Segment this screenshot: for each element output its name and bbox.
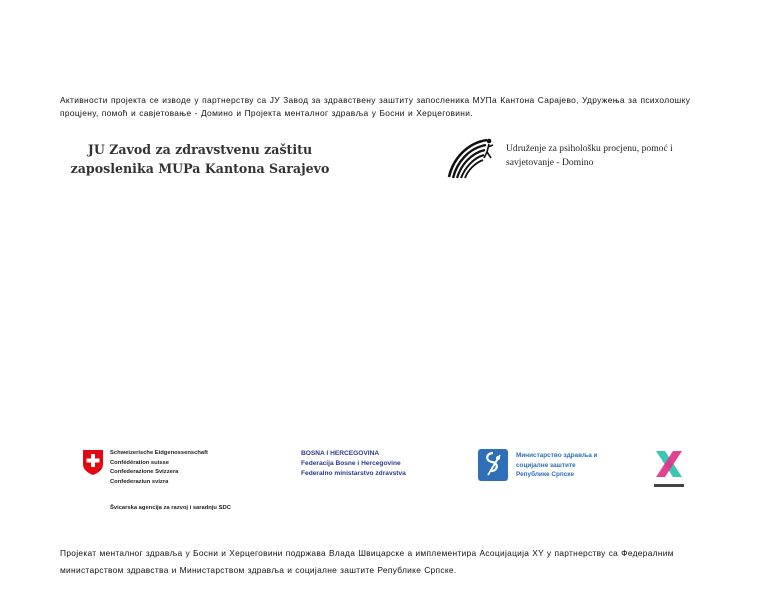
rs-line-1: Министарство здравља и (516, 452, 598, 459)
swiss-line-fr: Confédération suisse (110, 459, 169, 466)
cross-logo-icon (653, 449, 685, 491)
rs-line-2: социјалне заштите (516, 461, 576, 469)
rs-ministry-text (516, 451, 620, 480)
swiss-line-rm: Confederaziun svizra (110, 478, 169, 485)
domino-swoosh-logo (447, 137, 497, 179)
sdc-agency-text: Švicarska agencija za razvoj i saradnju SDC (110, 505, 231, 511)
rs-line-3: Републике Српске (516, 471, 575, 479)
partner-zavod-line1: JU Zavod za zdravstvenu zaštitu (87, 142, 313, 157)
fbih-line-federation: Federacija Bosne i Hercegovine (301, 459, 401, 467)
fbih-line-ministry: Federalno ministarstvo zdravstva (301, 469, 406, 477)
rs-ministry-logo (478, 449, 508, 481)
intro-text: Активности пројекта се изводе у партнерству са ЈУ Завод за здравствену заштиту запосленика МУПа Кантона Сарајево, Удружења за психолошку процјену, помоћ и савјетовање - Домино и Пројекта менталног здравља у Босни и Херцеговини. (60, 95, 691, 118)
fbih-ministry-text (301, 449, 406, 478)
swiss-flag-icon (82, 449, 104, 476)
swiss-line-de: Schweizerische Eidgenossenschaft (110, 450, 208, 456)
swiss-confederation-text (110, 449, 208, 487)
footer-text: Пројекат менталног здравља у Босни и Херцеговини подржава Влада Швицарске а имплементира Асоцијација XY у партнерству са Федералним министарством здравства и Министарством здравља и социјалне заштите Републике Српске. (60, 548, 674, 575)
partner-zavod-line2: zaposlenika MUPa Kantona Sarajevo (70, 161, 330, 176)
swiss-line-it: Confederazione Svizzera (110, 469, 179, 476)
fbih-line-country: BOSNA I HERCEGOVINA (301, 450, 380, 457)
partner-zavod-name (60, 140, 340, 178)
partner-domino-name: Udruženje za psihološku procjenu, pomoć i savjetovanje - Domino (506, 143, 673, 168)
